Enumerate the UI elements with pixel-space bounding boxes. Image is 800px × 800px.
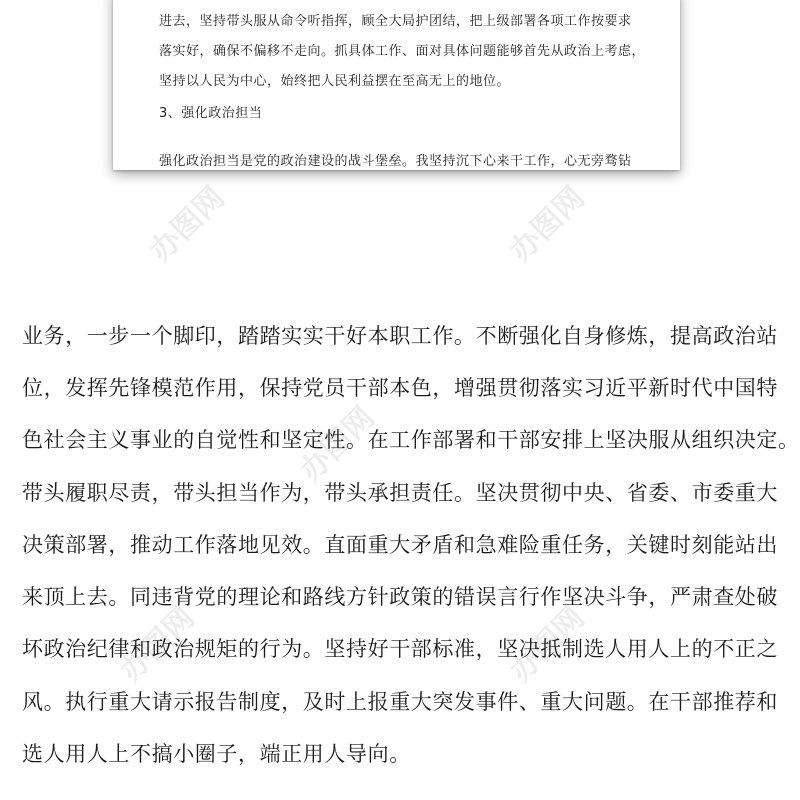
excerpt-line: 坚持以人民为中心，始终把人民利益摆在至高无上的地位。 (159, 74, 511, 89)
body-line: 决策部署，推动工作落地见效。直面重大矛盾和急难险重任务，关键时刻能站出 (22, 533, 778, 557)
excerpt-line: 强化政治担当是党的政治建设的战斗堡垒。我坚持沉下心来干工作，心无旁骛钻 (159, 154, 632, 169)
body-line: 选人用人上不搞小圈子，端正用人导向。 (22, 742, 411, 766)
body-line: 带头履职尽责，带头担当作为，带头承担责任。坚决贯彻中央、省委、市委重大 (22, 481, 778, 505)
body-line: 业务，一步一个脚印，踏踏实实干好本职工作。不断强化自身修炼，提高政治站 (22, 324, 778, 348)
watermark-logo: 办图网 (503, 600, 592, 689)
body-line: 位，发挥先锋模范作用，保持党员干部本色，增强贯彻落实习近平新时代中国特 (22, 376, 778, 400)
watermark-logo: 办图网 (143, 180, 232, 269)
excerpt-heading: 3、强化政治担当 (159, 106, 263, 121)
body-line: 坏政治纪律和政治规矩的行为。坚持好干部标准，坚决抵制选人用人上的不正之 (22, 637, 778, 661)
document-excerpt-card (113, 0, 680, 170)
body-line: 风。执行重大请示报告制度，及时上报重大突发事件、重大问题。在干部推荐和 (22, 690, 778, 714)
excerpt-line: 进去，坚持带头服从命令听指挥，顾全大局护团结，把上级部署各项工作按要求 (159, 14, 632, 29)
watermark-logo: 办图网 (293, 400, 382, 489)
body-line: 色社会主义事业的自觉性和坚定性。在工作部署和干部安排上坚决服从组织决定。 (22, 428, 800, 452)
body-line: 来顶上去。同违背党的理论和路线方针政策的错误言行作坚决斗争，严肃查处破 (22, 585, 778, 609)
excerpt-line: 落实好，确保不偏移不走向。抓具体工作、面对具体问题能够首先从政治上考虑， (159, 44, 646, 59)
watermark-logo: 办图网 (113, 600, 202, 689)
watermark-logo: 办图网 (503, 180, 592, 269)
